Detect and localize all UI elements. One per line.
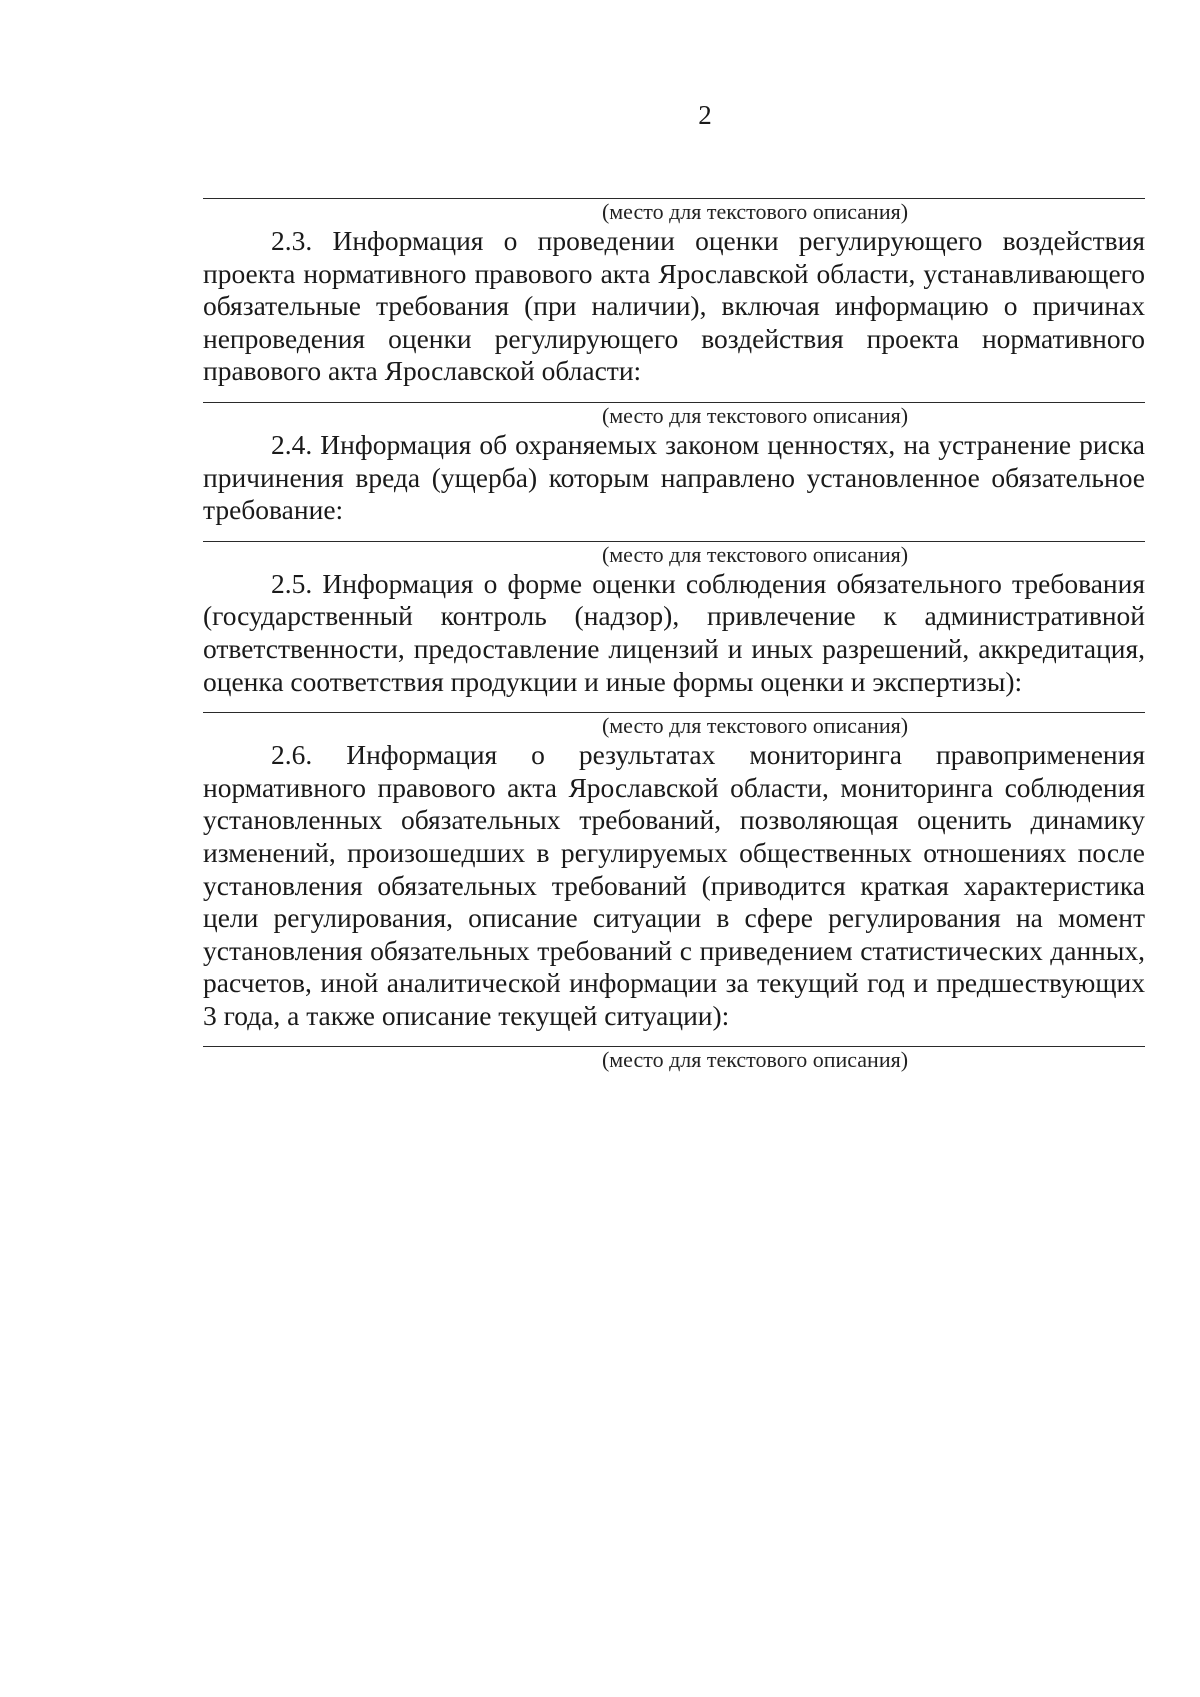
page-number: 2 <box>698 100 712 130</box>
section-2-6 <box>203 739 1145 1073</box>
section-2-4 <box>203 429 1145 568</box>
placeholder-caption: (место для текстового описания) <box>601 1047 909 1073</box>
placeholder-caption: (место для текстового описания) <box>601 402 909 428</box>
section-paragraph: 2.4. Информация об охраняемых законом ценностях, на устранение риска причинения вреда (ущерба) которым направлено установленное обязательное требование: <box>203 428 1145 526</box>
placeholder-caption: (место для текстового описания) <box>601 713 909 739</box>
placeholder-caption: (место для текстового описания) <box>601 199 909 224</box>
section-paragraph: 2.3. Информация о проведении оценки регулирующего воздействия проекта нормативного правового акта Ярославской области, устанавливающего обязательные требования (при наличии), включая информацию о причинах непроведения оценки регулирующего воздействия проекта нормативного правового акта Ярославской области: <box>203 225 1145 387</box>
section-paragraph: 2.6. Информация о результатах мониторинга правоприменения нормативного правового акта Ярославской области, мониторинга соблюдения установленных обязательных требований, позволяющая оценить динамику изменений, произошедших в регулируемых общественных отношениях после установления обязательных требований (приводится краткая характеристика цели регулирования, описание ситуации в сфере регулирования на момент установления обязательных требований с приведением статистических данных, расчетов, иной аналитической информации за текущий год и предшествующих 3 года, а также описание текущей ситуации): <box>203 739 1145 1031</box>
section-2-5 <box>203 568 1145 739</box>
section-2-3 <box>203 225 1145 429</box>
placeholder-caption: (место для текстового описания) <box>601 541 909 567</box>
document-body <box>203 198 1145 1073</box>
section-paragraph: 2.5. Информация о форме оценки соблюдения обязательного требования (государственный контроль (надзор), привлечение к административной ответственности, предоставление лицензий и иных разрешений, аккредитация, оценка соответствия продукции и иные формы оценки и экспертизы): <box>203 567 1145 697</box>
